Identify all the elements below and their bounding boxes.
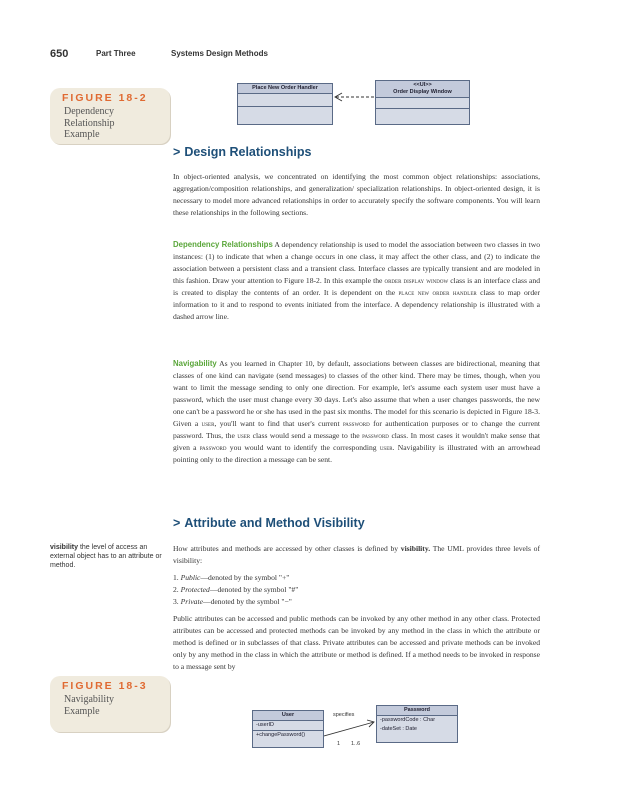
paragraph-intro: In object-oriented analysis, we concentrated on identifying the most common object relationships: associations, aggregation/composition relationships, and generalization/ specialization relationships. In object-oriented design, it is necessary to model more advanced relationships in order to accurately specify the software components. You will learn these relationships in the following sections. <box>173 172 540 217</box>
glossary-definition: the level of access an external object has to an attribute or method. <box>50 544 162 569</box>
class-order-display-window <box>375 80 470 125</box>
class-attribute: -dateSet : Date <box>380 726 417 732</box>
class-name: Place New Order Handler <box>238 84 332 94</box>
multiplicity-password: 1..6 <box>351 741 361 747</box>
run-in-heading: Navigability <box>173 359 217 368</box>
glossary-term: visibility <box>50 544 79 551</box>
class-stereotype: <<UI>> <box>413 82 432 88</box>
paragraph-dependency: Dependency Relationships A dependency relationship is used to model the association between two classes in two instances: (1) to indicate that when a change occurs in one class, it may affect the other class, and (2) to indicate the association between a persistent class and a transient class. Interface classes are typically transient and are modeled in this fashion. Draw your attention to Figure 18-2. In this example the order display window class is an interface class and is created to display the contents of an order. It is dependent on the place new order handler class to map order information to it and to respond to events initiated from the interface. A dependency relationship is illustrated with a dashed arrow line. <box>173 240 541 321</box>
section-heading-design-relationships: > Design Relationships <box>173 145 312 159</box>
class-place-new-order-handler <box>237 83 333 125</box>
page-number: 650 <box>50 48 69 60</box>
navigability-arrow <box>324 718 376 740</box>
running-header <box>50 48 579 62</box>
margin-glossary <box>50 543 165 570</box>
list-item: 2. Protected—denoted by the symbol "#" <box>173 585 299 594</box>
class-methods <box>376 109 469 119</box>
list-item: 1. Public—denoted by the symbol "+" <box>173 573 290 582</box>
figure-label: FIGURE 18-3 <box>62 680 148 692</box>
paragraph-visibility-details: Public attributes can be accessed and public methods can be invoked by any other method in any other class. Protected attributes can be accessed and protected methods can be invoked by any method in the class in which the attribute or method is defined or in subclasses of that class. Private attributes can be accessed and private methods can be invoked only by any method in the class in which the attribute or method is defined. If a method needs to be invoked in response to a message sent by <box>173 614 540 671</box>
class-attributes <box>376 98 469 109</box>
figure-18-2-caption <box>50 88 170 144</box>
chevron-right-icon: > <box>173 145 181 159</box>
class-attribute: -passwordCode : Char <box>380 717 436 723</box>
section-heading-attribute-method-visibility: > Attribute and Method Visibility <box>173 516 365 530</box>
association-label: specifies <box>333 712 355 718</box>
class-attribute: -userID <box>253 721 323 731</box>
figure-caption: Dependency Relationship Example <box>64 106 115 140</box>
paragraph-navigability: Navigability As you learned in Chapter 10, by default, associations between classes are bidirectional, meaning that classes of one kind can navigate (send messages) to classes of the other kind. There may be times, though, when you want to limit the message sending to only one direction. For example, let's assume each system user must have a password, which the user must change every 30 days. Let's also assume that when a user changes passwords, the new one can't be a password he or she has used in the past six months. The model for this scenario is depicted in Figure 18-3. Given a user, you'll want to find that user's current password for authentication purposes or to change the current password. Thus, the user class would send a message to the password class. In most cases it wouldn't make sense that given a password you would want to identify the corresponding user. Navigability is illustrated with an arrowhead pointing only to the direction a message can be sent. <box>173 359 541 464</box>
class-name: User <box>253 711 323 721</box>
class-user <box>252 710 324 748</box>
visibility-term: visibility. <box>400 544 431 553</box>
figure-caption: Navigability Example <box>64 694 114 717</box>
visibility-levels-list <box>173 572 540 608</box>
class-method: +changePassword() <box>256 732 306 738</box>
class-attributes <box>238 94 332 107</box>
section-label: Systems Design Methods <box>171 49 268 58</box>
multiplicity-user: 1 <box>337 741 341 747</box>
dependency-arrow <box>333 90 375 104</box>
class-name: Password <box>377 706 457 716</box>
paragraph-visibility-intro: How attributes and methods are accessed by other classes is defined by visibility. The UML provides three levels of visibility: <box>173 544 540 565</box>
class-name: Order Display Window <box>393 89 452 95</box>
list-item: 3. Private—denoted by the symbol "−" <box>173 597 292 606</box>
figure-label: FIGURE 18-2 <box>62 92 148 104</box>
chevron-right-icon: > <box>173 516 181 530</box>
class-header <box>376 81 469 98</box>
class-password <box>376 705 458 743</box>
class-methods <box>238 107 332 119</box>
run-in-heading: Dependency Relationships <box>173 240 273 249</box>
figure-18-3-caption <box>50 676 170 732</box>
part-label: Part Three <box>96 49 136 58</box>
